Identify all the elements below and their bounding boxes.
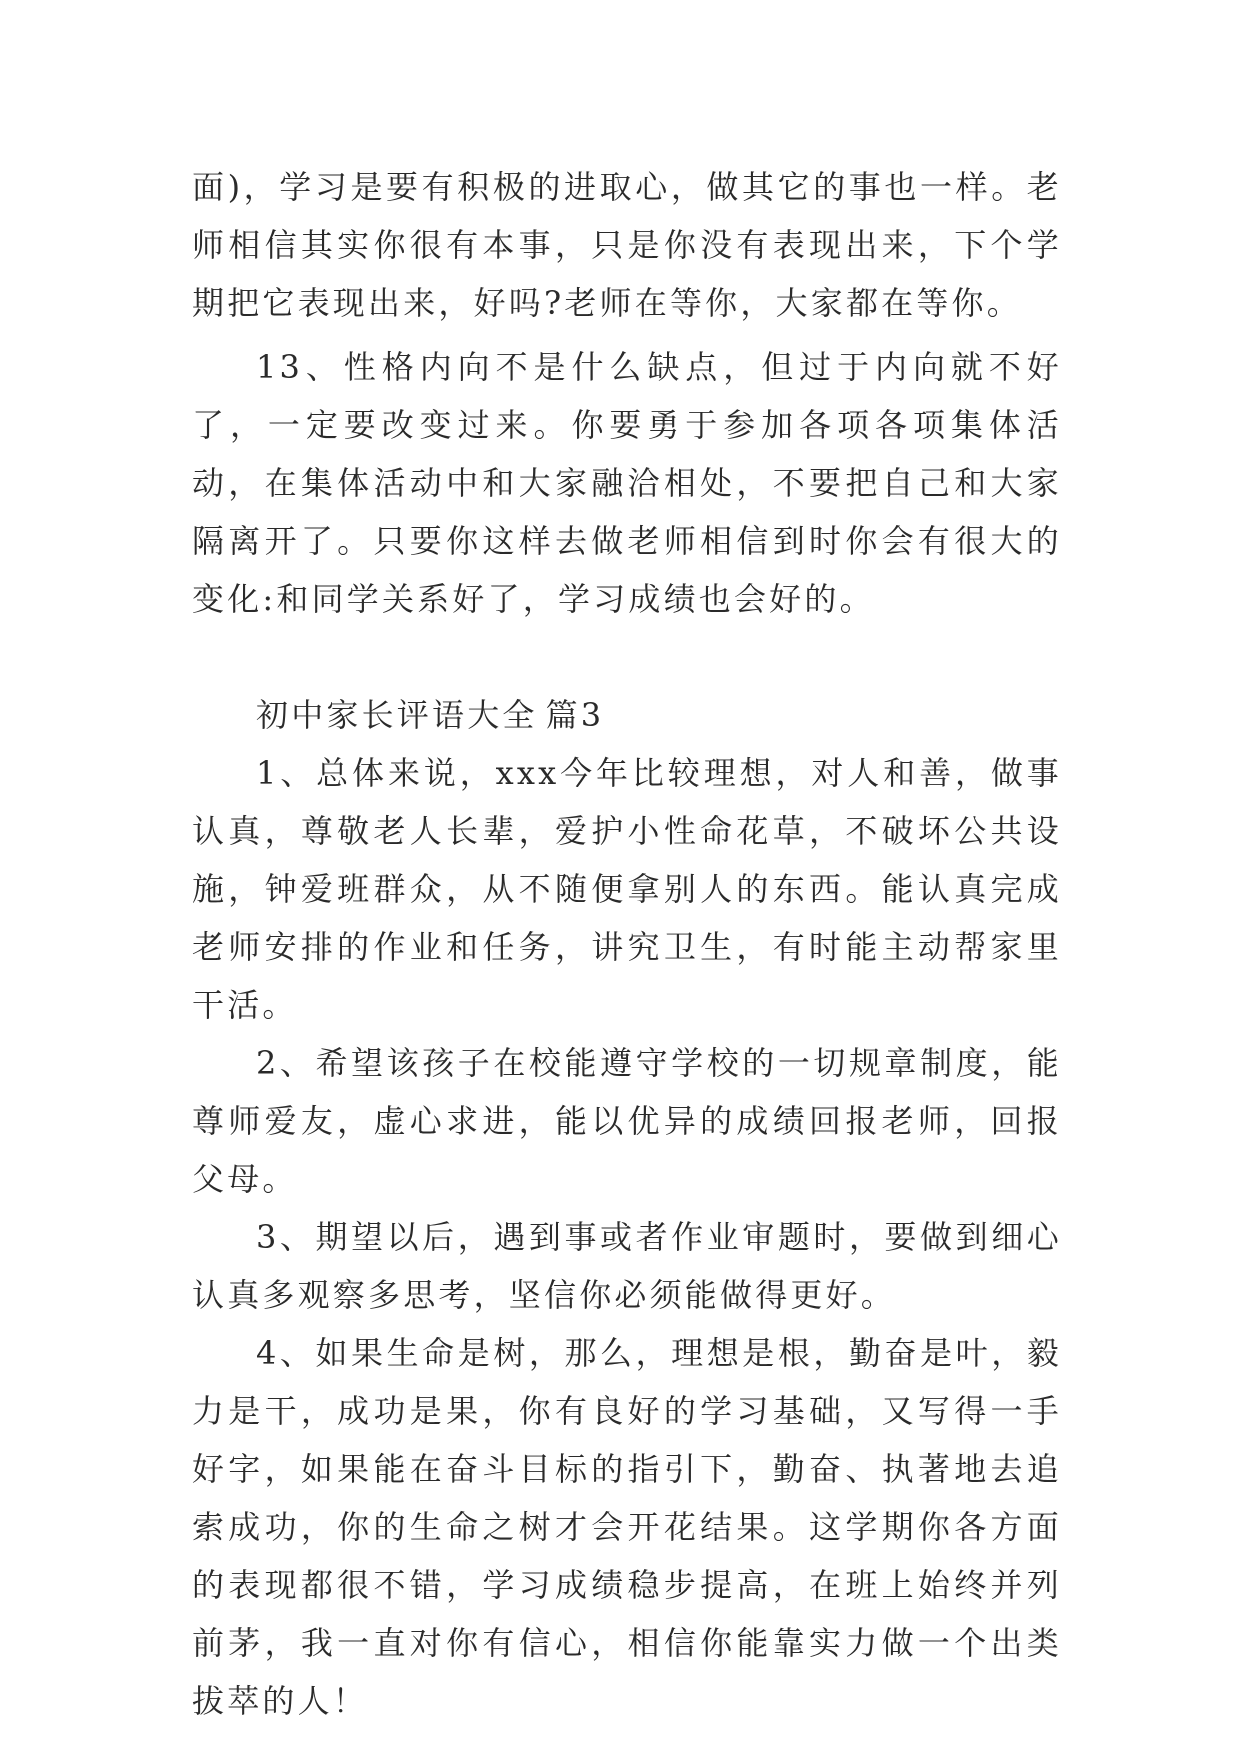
paragraph-item-2: 2、希望该孩子在校能遵守学校的一切规章制度，能尊师爱友，虚心求进，能以优异的成绩回报老师，回报父母。: [192, 1044, 1062, 1198]
paragraph-continuation: 面)，学习是要有积极的进取心，做其它的事也一样。老师相信其实你很有本事，只是你没有表现出来，下个学期把它表现出来，好吗?老师在等你，大家都在等你。: [192, 168, 1062, 322]
paragraph-item-4: 4、如果生命是树，那么，理想是根，勤奋是叶，毅力是干，成功是果，你有良好的学习基础，又写得一手好字，如果能在奋斗目标的指引下，勤奋、执著地去追索成功，你的生命之树才会开花结果。这学期你各方面的表现都很不错，学习成绩稳步提高，在班上始终并列前茅，我一直对你有信心，相信你能靠实力做一个出类拔萃的人！: [192, 1334, 1062, 1720]
paragraph-item-3: 3、期望以后，遇到事或者作业审题时，要做到细心认真多观察多思考，坚信你必须能做得更好。: [192, 1218, 1062, 1314]
paragraph-item-1: 1、总体来说，xxx今年比较理想，对人和善，做事认真，尊敬老人长辈，爱护小性命花草，不破坏公共设施，钟爱班群众，从不随便拿别人的东西。能认真完成老师安排的作业和任务，讲究卫生，有时能主动帮家里干活。: [192, 754, 1062, 1024]
paragraph-item-13: 13、性格内向不是什么缺点，但过于内向就不好了，一定要改变过来。你要勇于参加各项各项集体活动，在集体活动中和大家融洽相处，不要把自己和大家隔离开了。只要你这样去做老师相信到时你会有很大的变化:和同学关系好了，学习成绩也会好的。: [192, 348, 1062, 618]
document-page: [192, 158, 1062, 1730]
section-heading-title: 初中家长评语大全: [256, 696, 538, 734]
section-heading: [192, 686, 1062, 744]
section-heading-number: 篇3: [545, 696, 605, 734]
